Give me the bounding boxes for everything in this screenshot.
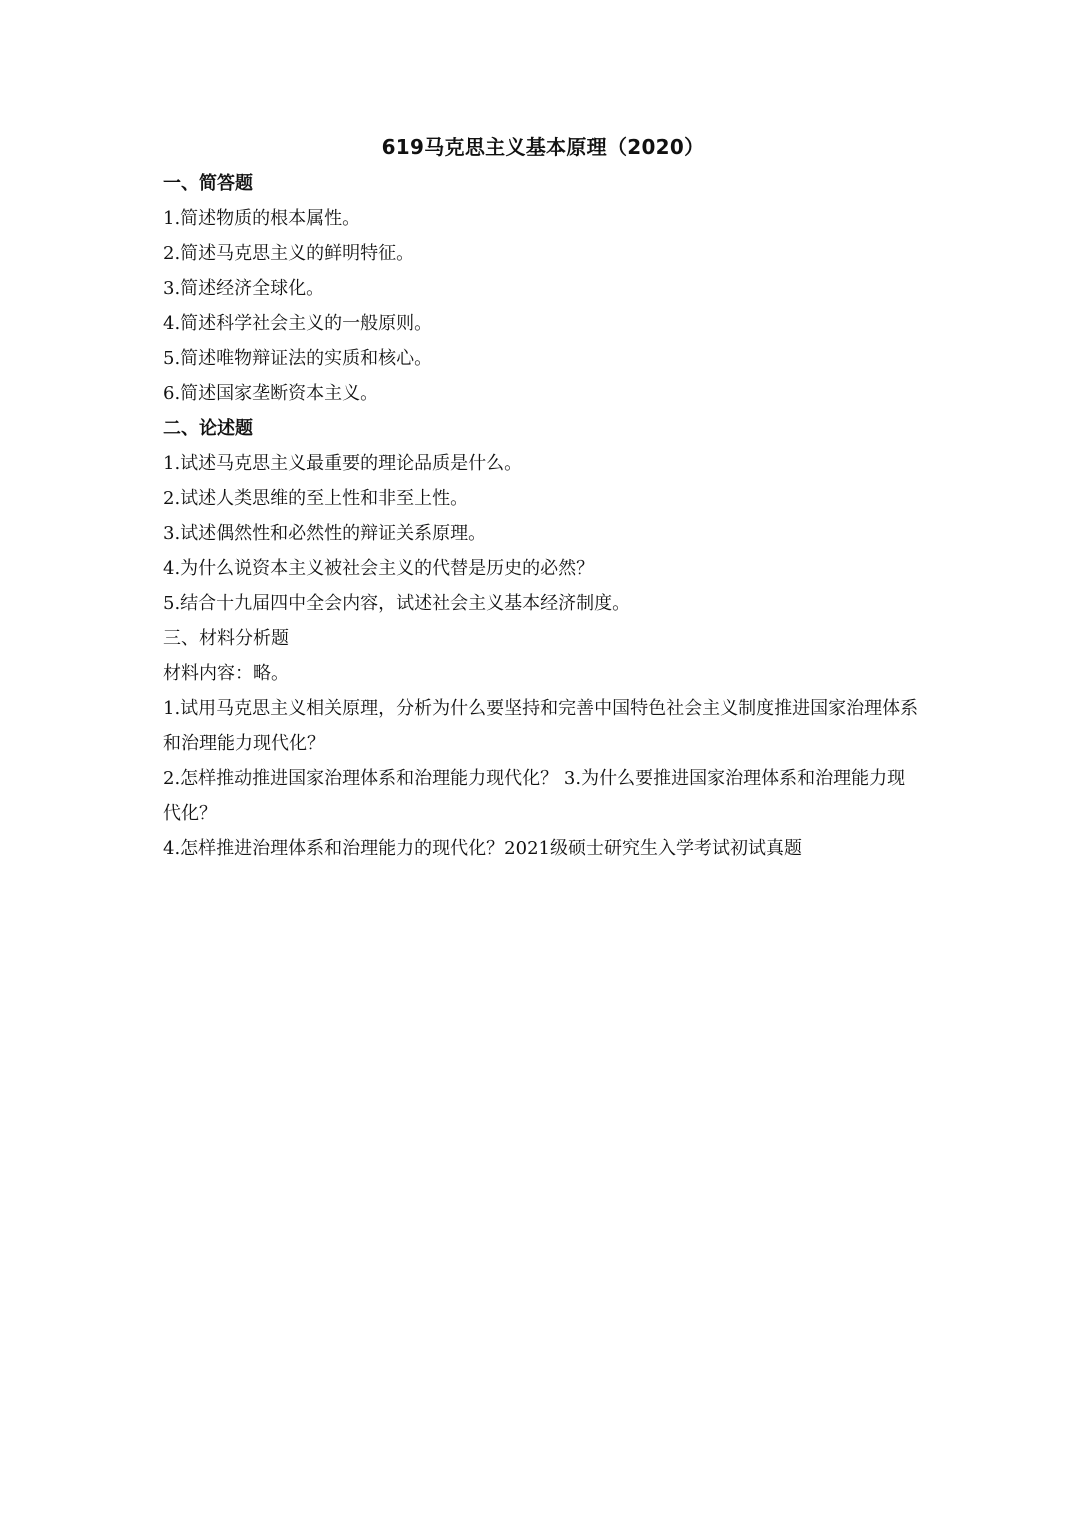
document-content: [163, 130, 923, 866]
section-heading-short-answer: 一、简答题: [163, 173, 253, 194]
question-item: 4.怎样推进治理体系和治理能力的现代化？2021级硕士研究生入学考试初试真题: [163, 838, 802, 859]
question-item: 4.为什么说资本主义被社会主义的代替是历史的必然？: [163, 558, 595, 579]
question-item: 4.简述科学社会主义的一般原则。: [163, 313, 433, 334]
material-note: 材料内容：略。: [163, 663, 289, 684]
question-item: 2.怎样推动推进国家治理体系和治理能力现代化？ 3.为什么要推进国家治理体系和治理能力现代化？: [163, 768, 906, 824]
question-item: 5.结合十九届四中全会内容，试述社会主义基本经济制度。: [163, 593, 631, 614]
question-item: 3.试述偶然性和必然性的辩证关系原理。: [163, 523, 487, 544]
question-item: 1.试述马克思主义最重要的理论品质是什么。: [163, 453, 523, 474]
question-item: 6.简述国家垄断资本主义。: [163, 383, 379, 404]
question-item: 5.简述唯物辩证法的实质和核心。: [163, 348, 433, 369]
question-item: 2.试述人类思维的至上性和非至上性。: [163, 488, 469, 509]
question-item: 3.简述经济全球化。: [163, 278, 325, 299]
section-heading-material-analysis: 三、材料分析题: [163, 628, 289, 649]
section-heading-essay: 二、论述题: [163, 418, 253, 439]
question-item: 1.试用马克思主义相关原理，分析为什么要坚持和完善中国特色社会主义制度推进国家治理体系和治理能力现代化？: [163, 698, 919, 754]
page-title: 619马克思主义基本原理（2020）: [381, 135, 705, 159]
question-item: 2.简述马克思主义的鲜明特征。: [163, 243, 415, 264]
question-item: 1.简述物质的根本属性。: [163, 208, 361, 229]
